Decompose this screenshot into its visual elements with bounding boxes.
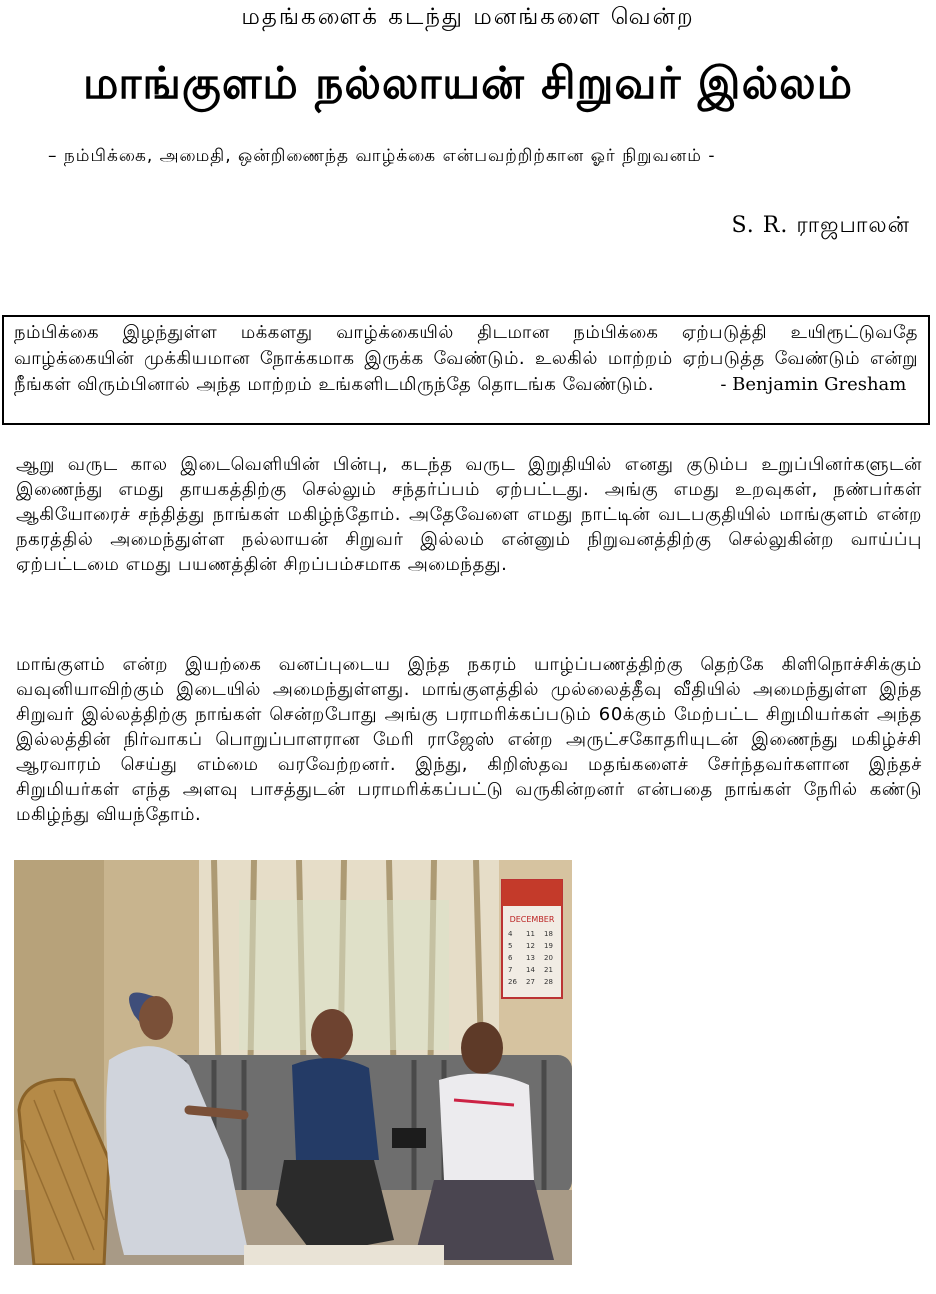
article-photo [14,860,572,1265]
calendar-date: 13 [526,954,535,962]
photo-icon [14,860,572,1265]
calendar-date: 12 [526,942,535,950]
calendar-date: 26 [508,978,517,986]
calendar-date: 20 [544,954,553,962]
calendar-date: 21 [544,966,553,974]
calendar-date: 6 [508,954,513,962]
quote-text: நம்பிக்கை இழந்துள்ள மக்களது வாழ்க்கையில் திடமான நம்பிக்கை ஏற்படுத்தி உயிரூட்டுவதே வாழ்க்கையின் முக்கியமான நோக்கமாக இருக்க வேண்டும். உலகில் மாற்றம் ஏற்படுத்த வேண்டும் என்று நீங்கள் விரும்பினால் அந்த மாற்றம் உங்களிடமிருந்தே தொடங்க வேண்டும். [14,322,918,395]
paragraph-2: மாங்குளம் என்ற இயற்கை வனப்புடைய இந்த நகரம் யாழ்ப்பணத்திற்கு தெற்கே கிளிநொச்சிக்கும் வவுனியாவிற்கும் இடையில் அமைந்துள்ளது. மாங்குளத்தில் முல்லைத்தீவு வீதியில் அமைந்துள்ள இந்த சிறுவர் இல்லத்திற்கு நாங்கள் சென்றபோது அங்கு பராமரிக்கப்படும் 60க்கும் மேற்பட்ட சிறுமியர்கள் அந்த இல்லத்தின் நிர்வாகப் பொறுப்பாளரான மேரி ராஜேஸ் என்ற அருட்சகோதரியுடன் இணைந்து மகிழ்ச்சி ஆரவாரம் செய்து எம்மை வரவேற்றனர். இந்து, கிறிஸ்தவ மதங்களைச் சேர்ந்தவர்களான இந்தச் சிறுமியர்கள் எந்த அளவு பாசத்துடன் பராமரிக்கப்பட்டு வருகின்றனர் என்பதை நாங்கள் நேரில் கண்டு மகிழ்ந்து வியந்தோம். [16,654,922,825]
calendar-date: 11 [526,930,535,938]
calendar-date: 18 [544,930,553,938]
paragraph-1: ஆறு வருட கால இடைவெளியின் பின்பு, கடந்த வருட இறுதியில் எனது குடும்ப உறுப்பினர்களுடன் இணைந்து எமது தாயகத்திற்கு செல்லும் சந்தர்ப்பம் ஏற்பட்டது. அங்கு எமது உறவுகள், நண்பர்கள் ஆகியோரைச் சந்தித்து நாங்கள் மகிழ்ந்தோம். அதேவேளை எமது நாட்டின் வடபகுதியில் மாங்குளம் என்ற நகரத்தில் அமைந்துள்ள நல்லாயன் சிறுவர் இல்லம் என்னும் நிறுவனத்திற்கு செல்லுகின்ற வாய்ப்பு ஏற்பட்டமை எமது பயணத்தின் சிறப்பம்சமாக அமைந்தது. [16,454,922,575]
calendar-month: DECEMBER [509,915,555,924]
article-kicker: மதங்களைக் கடந்து மனங்களை வென்ற [241,4,695,30]
quote-box [2,315,930,425]
quote-attribution: - Benjamin Gresham [720,374,907,395]
calendar-date: 27 [526,978,535,986]
calendar-date: 19 [544,942,553,950]
article-subtitle: – நம்பிக்கை, அமைதி, ஒன்றிணைந்த வாழ்க்கை என்பவற்றிற்கான ஓர் நிறுவனம் - [48,146,716,166]
calendar-date: 7 [508,966,513,974]
calendar-date: 4 [508,930,513,938]
calendar-date: 28 [544,978,553,986]
calendar-date: 14 [526,966,535,974]
calendar-date: 5 [508,942,513,950]
author-byline: S. R. ராஜபாலன் [731,213,910,238]
article-headline: மாங்குளம் நல்லாயன் சிறுவர் இல்லம் [82,58,854,109]
